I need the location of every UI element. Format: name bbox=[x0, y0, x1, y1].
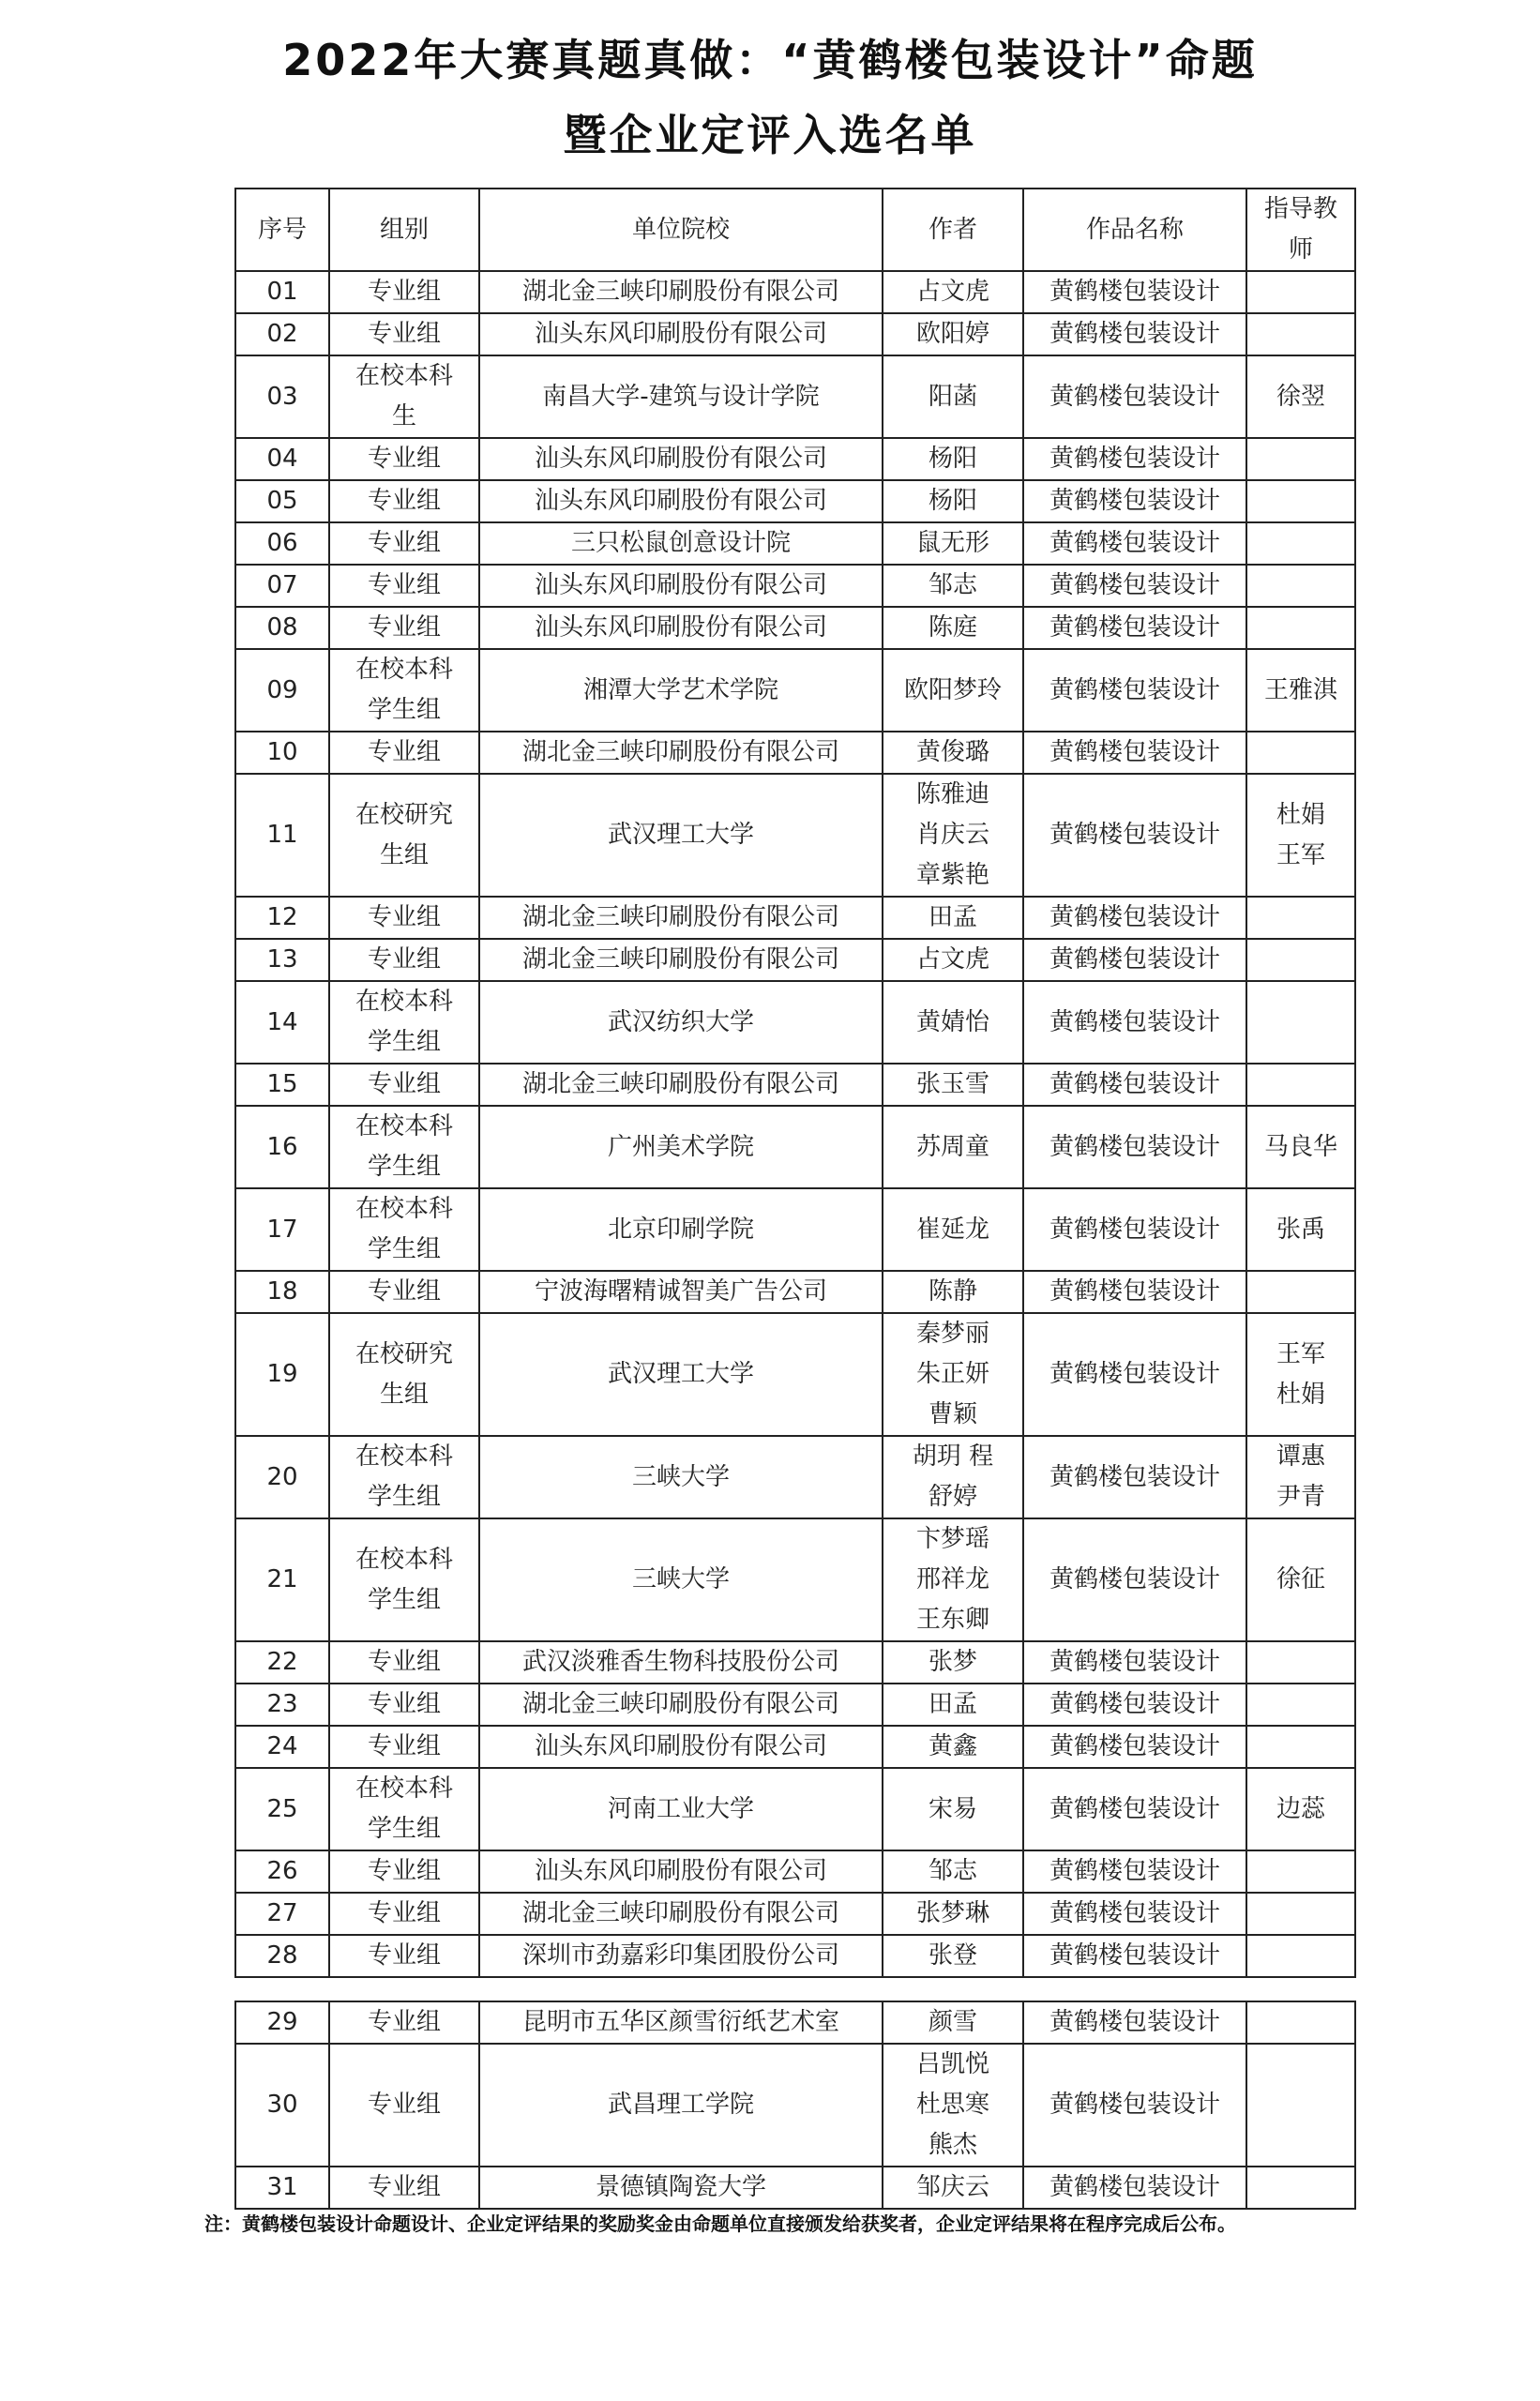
cell-teacher: 马良华 bbox=[1246, 1106, 1355, 1188]
cell-unit: 武汉淡雅香生物科技股份公司 bbox=[479, 1641, 883, 1684]
cell-work: 黄鹤楼包装设计 bbox=[1023, 1641, 1246, 1684]
cell-author: 张梦 bbox=[883, 1641, 1023, 1684]
cell-unit: 湘潭大学艺术学院 bbox=[479, 649, 883, 732]
cell-work: 黄鹤楼包装设计 bbox=[1023, 1436, 1246, 1518]
cell-group: 在校本科 学生组 bbox=[329, 1188, 479, 1271]
cell-group: 专业组 bbox=[329, 2001, 479, 2044]
cell-teacher bbox=[1246, 1935, 1355, 1977]
cell-work: 黄鹤楼包装设计 bbox=[1023, 1935, 1246, 1977]
cell-work: 黄鹤楼包装设计 bbox=[1023, 649, 1246, 732]
cell-author: 张玉雪 bbox=[883, 1064, 1023, 1106]
cell-no: 28 bbox=[235, 1935, 329, 1977]
cell-work: 黄鹤楼包装设计 bbox=[1023, 565, 1246, 607]
cell-group: 在校本科 学生组 bbox=[329, 649, 479, 732]
table-row bbox=[235, 649, 1355, 732]
table-row bbox=[235, 2044, 1355, 2167]
cell-work: 黄鹤楼包装设计 bbox=[1023, 1726, 1246, 1768]
cell-no: 16 bbox=[235, 1106, 329, 1188]
cell-no: 08 bbox=[235, 607, 329, 649]
cell-author: 邹志 bbox=[883, 1850, 1023, 1893]
cell-author: 黄鑫 bbox=[883, 1726, 1023, 1768]
cell-group: 专业组 bbox=[329, 565, 479, 607]
cell-group: 在校本科 生 bbox=[329, 355, 479, 438]
table-row bbox=[235, 1935, 1355, 1977]
cell-unit: 汕头东风印刷股份有限公司 bbox=[479, 438, 883, 480]
cell-no: 19 bbox=[235, 1313, 329, 1436]
cell-work: 黄鹤楼包装设计 bbox=[1023, 607, 1246, 649]
cell-no: 13 bbox=[235, 939, 329, 981]
roster-body bbox=[235, 271, 1355, 1977]
cell-work: 黄鹤楼包装设计 bbox=[1023, 981, 1246, 1064]
cell-unit: 三峡大学 bbox=[479, 1436, 883, 1518]
cell-group: 在校本科 学生组 bbox=[329, 1518, 479, 1641]
cell-author: 陈静 bbox=[883, 1271, 1023, 1313]
cell-teacher: 张禹 bbox=[1246, 1188, 1355, 1271]
cell-teacher bbox=[1246, 271, 1355, 313]
cell-author: 吕凯悦 杜思寒 熊杰 bbox=[883, 2044, 1023, 2167]
table-row bbox=[235, 1106, 1355, 1188]
cell-unit: 湖北金三峡印刷股份有限公司 bbox=[479, 1684, 883, 1726]
cell-group: 专业组 bbox=[329, 732, 479, 774]
cell-author: 占文虎 bbox=[883, 271, 1023, 313]
cell-work: 黄鹤楼包装设计 bbox=[1023, 2001, 1246, 2044]
table-row bbox=[235, 438, 1355, 480]
cell-teacher: 边蕊 bbox=[1246, 1768, 1355, 1850]
cell-teacher bbox=[1246, 981, 1355, 1064]
cell-unit: 汕头东风印刷股份有限公司 bbox=[479, 607, 883, 649]
table-row bbox=[235, 1893, 1355, 1935]
cell-no: 24 bbox=[235, 1726, 329, 1768]
cell-no: 14 bbox=[235, 981, 329, 1064]
cell-work: 黄鹤楼包装设计 bbox=[1023, 313, 1246, 355]
table-row bbox=[235, 1726, 1355, 1768]
table-row bbox=[235, 732, 1355, 774]
cell-unit: 湖北金三峡印刷股份有限公司 bbox=[479, 939, 883, 981]
cell-no: 31 bbox=[235, 2167, 329, 2209]
cell-group: 专业组 bbox=[329, 939, 479, 981]
cell-group: 专业组 bbox=[329, 438, 479, 480]
cell-work: 黄鹤楼包装设计 bbox=[1023, 438, 1246, 480]
cell-unit: 昆明市五华区颜雪衍纸艺术室 bbox=[479, 2001, 883, 2044]
cell-teacher bbox=[1246, 565, 1355, 607]
cell-work: 黄鹤楼包装设计 bbox=[1023, 732, 1246, 774]
page-title: 2022年大赛真题真做：“黄鹤楼包装设计”命题 bbox=[282, 35, 1258, 85]
cell-no: 20 bbox=[235, 1436, 329, 1518]
cell-author: 田孟 bbox=[883, 1684, 1023, 1726]
cell-teacher: 王军 杜娟 bbox=[1246, 1313, 1355, 1436]
cell-teacher bbox=[1246, 1641, 1355, 1684]
cell-unit: 三只松鼠创意设计院 bbox=[479, 522, 883, 565]
cell-teacher: 徐征 bbox=[1246, 1518, 1355, 1641]
cell-work: 黄鹤楼包装设计 bbox=[1023, 355, 1246, 438]
table-row bbox=[235, 2167, 1355, 2209]
cell-author: 欧阳梦玲 bbox=[883, 649, 1023, 732]
cell-author: 杨阳 bbox=[883, 480, 1023, 522]
cell-group: 专业组 bbox=[329, 1271, 479, 1313]
cell-teacher bbox=[1246, 2044, 1355, 2167]
table-row bbox=[235, 1271, 1355, 1313]
table-row bbox=[235, 565, 1355, 607]
cell-work: 黄鹤楼包装设计 bbox=[1023, 1188, 1246, 1271]
cell-author: 崔延龙 bbox=[883, 1188, 1023, 1271]
cell-teacher bbox=[1246, 480, 1355, 522]
cell-work: 黄鹤楼包装设计 bbox=[1023, 1313, 1246, 1436]
roster-table bbox=[234, 188, 1356, 1978]
cell-no: 22 bbox=[235, 1641, 329, 1684]
cell-unit: 武昌理工学院 bbox=[479, 2044, 883, 2167]
cell-work: 黄鹤楼包装设计 bbox=[1023, 1271, 1246, 1313]
cell-group: 专业组 bbox=[329, 2044, 479, 2167]
cell-author: 邹志 bbox=[883, 565, 1023, 607]
cell-work: 黄鹤楼包装设计 bbox=[1023, 1684, 1246, 1726]
cell-unit: 湖北金三峡印刷股份有限公司 bbox=[479, 1064, 883, 1106]
cell-teacher bbox=[1246, 1726, 1355, 1768]
roster-table-continued bbox=[234, 2001, 1356, 2210]
cell-unit: 三峡大学 bbox=[479, 1518, 883, 1641]
cell-author: 欧阳婷 bbox=[883, 313, 1023, 355]
cell-teacher bbox=[1246, 897, 1355, 939]
table-row bbox=[235, 480, 1355, 522]
cell-no: 04 bbox=[235, 438, 329, 480]
cell-group: 在校研究 生组 bbox=[329, 774, 479, 897]
cell-group: 在校本科 学生组 bbox=[329, 1436, 479, 1518]
cell-unit: 湖北金三峡印刷股份有限公司 bbox=[479, 271, 883, 313]
cell-work: 黄鹤楼包装设计 bbox=[1023, 2044, 1246, 2167]
cell-author: 陈雅迪 肖庆云 章紫艳 bbox=[883, 774, 1023, 897]
header-unit: 单位院校 bbox=[479, 189, 883, 271]
cell-no: 27 bbox=[235, 1893, 329, 1935]
cell-unit: 汕头东风印刷股份有限公司 bbox=[479, 1726, 883, 1768]
cell-group: 专业组 bbox=[329, 1726, 479, 1768]
cell-no: 03 bbox=[235, 355, 329, 438]
cell-unit: 武汉理工大学 bbox=[479, 1313, 883, 1436]
cell-no: 15 bbox=[235, 1064, 329, 1106]
cell-author: 阳菡 bbox=[883, 355, 1023, 438]
cell-unit: 武汉纺织大学 bbox=[479, 981, 883, 1064]
cell-group: 专业组 bbox=[329, 313, 479, 355]
cell-no: 10 bbox=[235, 732, 329, 774]
cell-unit: 湖北金三峡印刷股份有限公司 bbox=[479, 1893, 883, 1935]
cell-teacher bbox=[1246, 2001, 1355, 2044]
cell-unit: 广州美术学院 bbox=[479, 1106, 883, 1188]
cell-no: 30 bbox=[235, 2044, 329, 2167]
cell-author: 张登 bbox=[883, 1935, 1023, 1977]
roster-body-continued bbox=[235, 2001, 1355, 2209]
cell-unit: 汕头东风印刷股份有限公司 bbox=[479, 1850, 883, 1893]
cell-no: 11 bbox=[235, 774, 329, 897]
header-teacher: 指导教 师 bbox=[1246, 189, 1355, 271]
cell-no: 07 bbox=[235, 565, 329, 607]
table-row bbox=[235, 774, 1355, 897]
cell-work: 黄鹤楼包装设计 bbox=[1023, 939, 1246, 981]
cell-author: 黄俊璐 bbox=[883, 732, 1023, 774]
cell-author: 陈庭 bbox=[883, 607, 1023, 649]
table-row bbox=[235, 981, 1355, 1064]
cell-group: 专业组 bbox=[329, 1850, 479, 1893]
cell-unit: 北京印刷学院 bbox=[479, 1188, 883, 1271]
cell-author: 田孟 bbox=[883, 897, 1023, 939]
cell-group: 专业组 bbox=[329, 522, 479, 565]
cell-group: 专业组 bbox=[329, 897, 479, 939]
cell-no: 05 bbox=[235, 480, 329, 522]
cell-work: 黄鹤楼包装设计 bbox=[1023, 480, 1246, 522]
table-row bbox=[235, 355, 1355, 438]
table-row bbox=[235, 1850, 1355, 1893]
cell-author: 苏周童 bbox=[883, 1106, 1023, 1188]
cell-teacher bbox=[1246, 1684, 1355, 1726]
table-row bbox=[235, 1768, 1355, 1850]
cell-teacher bbox=[1246, 1893, 1355, 1935]
cell-work: 黄鹤楼包装设计 bbox=[1023, 1106, 1246, 1188]
cell-author: 鼠无形 bbox=[883, 522, 1023, 565]
cell-author: 杨阳 bbox=[883, 438, 1023, 480]
cell-work: 黄鹤楼包装设计 bbox=[1023, 1064, 1246, 1106]
cell-unit: 南昌大学-建筑与设计学院 bbox=[479, 355, 883, 438]
cell-group: 专业组 bbox=[329, 1064, 479, 1106]
cell-unit: 汕头东风印刷股份有限公司 bbox=[479, 313, 883, 355]
cell-unit: 景德镇陶瓷大学 bbox=[479, 2167, 883, 2209]
table-row bbox=[235, 607, 1355, 649]
cell-work: 黄鹤楼包装设计 bbox=[1023, 2167, 1246, 2209]
cell-unit: 汕头东风印刷股份有限公司 bbox=[479, 565, 883, 607]
cell-work: 黄鹤楼包装设计 bbox=[1023, 271, 1246, 313]
cell-work: 黄鹤楼包装设计 bbox=[1023, 774, 1246, 897]
cell-unit: 湖北金三峡印刷股份有限公司 bbox=[479, 897, 883, 939]
cell-no: 06 bbox=[235, 522, 329, 565]
cell-group: 专业组 bbox=[329, 1684, 479, 1726]
cell-author: 占文虎 bbox=[883, 939, 1023, 981]
cell-group: 专业组 bbox=[329, 271, 479, 313]
cell-group: 在校本科 学生组 bbox=[329, 1106, 479, 1188]
cell-no: 29 bbox=[235, 2001, 329, 2044]
header-work: 作品名称 bbox=[1023, 189, 1246, 271]
table-row bbox=[235, 1684, 1355, 1726]
cell-author: 卞梦瑶 邢祥龙 王东卿 bbox=[883, 1518, 1023, 1641]
header-author: 作者 bbox=[883, 189, 1023, 271]
cell-work: 黄鹤楼包装设计 bbox=[1023, 1850, 1246, 1893]
cell-teacher: 谭惠 尹青 bbox=[1246, 1436, 1355, 1518]
cell-no: 12 bbox=[235, 897, 329, 939]
cell-author: 邹庆云 bbox=[883, 2167, 1023, 2209]
page-subtitle: 暨企业定评入选名单 bbox=[563, 110, 977, 160]
table-row bbox=[235, 271, 1355, 313]
cell-author: 张梦琳 bbox=[883, 1893, 1023, 1935]
cell-group: 专业组 bbox=[329, 1935, 479, 1977]
cell-teacher bbox=[1246, 522, 1355, 565]
cell-teacher bbox=[1246, 607, 1355, 649]
cell-teacher: 徐翌 bbox=[1246, 355, 1355, 438]
cell-work: 黄鹤楼包装设计 bbox=[1023, 1893, 1246, 1935]
cell-teacher bbox=[1246, 2167, 1355, 2209]
cell-no: 17 bbox=[235, 1188, 329, 1271]
cell-group: 专业组 bbox=[329, 2167, 479, 2209]
header-group: 组别 bbox=[329, 189, 479, 271]
cell-author: 秦梦丽 朱正妍 曹颖 bbox=[883, 1313, 1023, 1436]
table-row bbox=[235, 939, 1355, 981]
cell-no: 25 bbox=[235, 1768, 329, 1850]
cell-teacher bbox=[1246, 1271, 1355, 1313]
cell-group: 在校本科 学生组 bbox=[329, 981, 479, 1064]
cell-no: 02 bbox=[235, 313, 329, 355]
cell-work: 黄鹤楼包装设计 bbox=[1023, 1518, 1246, 1641]
table-row bbox=[235, 1436, 1355, 1518]
table-row bbox=[235, 2001, 1355, 2044]
table-row bbox=[235, 1518, 1355, 1641]
cell-no: 01 bbox=[235, 271, 329, 313]
cell-no: 18 bbox=[235, 1271, 329, 1313]
cell-author: 宋易 bbox=[883, 1768, 1023, 1850]
cell-teacher: 杜娟 王军 bbox=[1246, 774, 1355, 897]
cell-author: 颜雪 bbox=[883, 2001, 1023, 2044]
header-no: 序号 bbox=[235, 189, 329, 271]
cell-teacher bbox=[1246, 1850, 1355, 1893]
cell-teacher bbox=[1246, 939, 1355, 981]
header-row bbox=[235, 189, 1355, 271]
cell-author: 胡玥 程 舒婷 bbox=[883, 1436, 1023, 1518]
cell-unit: 武汉理工大学 bbox=[479, 774, 883, 897]
footnote: 注：黄鹤楼包装设计命题设计、企业定评结果的奖励奖金由命题单位直接颁发给获奖者，企业定评结果将在程序完成后公布。 bbox=[204, 2212, 1236, 2235]
cell-unit: 深圳市劲嘉彩印集团股份公司 bbox=[479, 1935, 883, 1977]
cell-unit: 宁波海曙精诚智美广告公司 bbox=[479, 1271, 883, 1313]
cell-teacher bbox=[1246, 438, 1355, 480]
table-row bbox=[235, 897, 1355, 939]
cell-group: 专业组 bbox=[329, 1641, 479, 1684]
cell-teacher bbox=[1246, 313, 1355, 355]
cell-author: 黄婧怡 bbox=[883, 981, 1023, 1064]
cell-no: 09 bbox=[235, 649, 329, 732]
table-row bbox=[235, 522, 1355, 565]
cell-teacher: 王雅淇 bbox=[1246, 649, 1355, 732]
cell-no: 23 bbox=[235, 1684, 329, 1726]
cell-group: 在校研究 生组 bbox=[329, 1313, 479, 1436]
table-row bbox=[235, 1064, 1355, 1106]
cell-no: 21 bbox=[235, 1518, 329, 1641]
table-row bbox=[235, 1641, 1355, 1684]
table-row bbox=[235, 1313, 1355, 1436]
table-row bbox=[235, 1188, 1355, 1271]
cell-no: 26 bbox=[235, 1850, 329, 1893]
cell-work: 黄鹤楼包装设计 bbox=[1023, 522, 1246, 565]
cell-group: 专业组 bbox=[329, 480, 479, 522]
cell-work: 黄鹤楼包装设计 bbox=[1023, 1768, 1246, 1850]
cell-group: 在校本科 学生组 bbox=[329, 1768, 479, 1850]
cell-unit: 湖北金三峡印刷股份有限公司 bbox=[479, 732, 883, 774]
cell-unit: 河南工业大学 bbox=[479, 1768, 883, 1850]
cell-teacher bbox=[1246, 732, 1355, 774]
cell-group: 专业组 bbox=[329, 1893, 479, 1935]
cell-teacher bbox=[1246, 1064, 1355, 1106]
cell-unit: 汕头东风印刷股份有限公司 bbox=[479, 480, 883, 522]
table-row bbox=[235, 313, 1355, 355]
cell-group: 专业组 bbox=[329, 607, 479, 649]
cell-work: 黄鹤楼包装设计 bbox=[1023, 897, 1246, 939]
